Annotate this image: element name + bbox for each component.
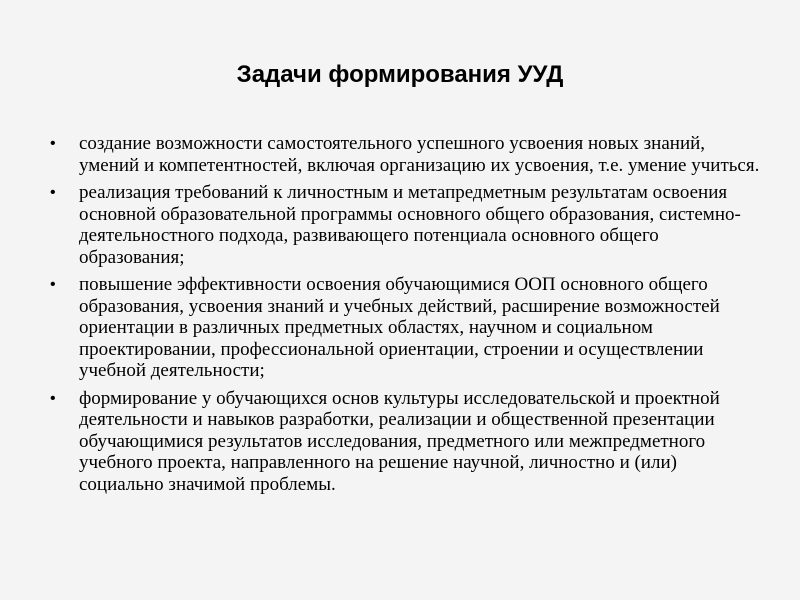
bullet-list: [50, 133, 765, 501]
bullet-text: реализация требований к личностным и метапредметным результатам освоения основной образовательной программы основного общего образования, системно-деятельностного подхода, развивающего потенциала основного общего образования;: [79, 182, 741, 268]
slide-title: Задачи формирования УУД: [236, 61, 564, 88]
bullet-icon: •: [50, 389, 56, 407]
bullet-icon: •: [50, 276, 56, 293]
bullet-text: создание возможности самостоятельного успешного усвоения новых знаний, умений и компетентностей, включая организацию их усвоения, т.е. умение учиться.: [79, 133, 760, 176]
bullet-text: повышение эффективности освоения обучающимися ООП основного общего образования, усвоения знаний и учебных действий, расширение возможностей ориентации в различных предметных областях, научном и социальном проектировании, профессиональной ориентации, строении и осуществлении учебной деятельности;: [79, 274, 720, 381]
bullet-item: [50, 388, 765, 496]
bullet-icon: •: [50, 184, 56, 201]
bullet-item: [50, 182, 765, 268]
bullet-icon: •: [50, 135, 56, 152]
bullet-item: [50, 274, 765, 382]
bullet-text: формирование у обучающихся основ культуры исследовательской и проектной деятельности и навыков разработки, реализации и общественной презентации обучающимися результатов исследования, предметного или межпредметного учебного проекта, направленного на решение научной, личностно и (или) социально значимой проблемы.: [79, 387, 720, 495]
bullet-item: [50, 133, 765, 176]
